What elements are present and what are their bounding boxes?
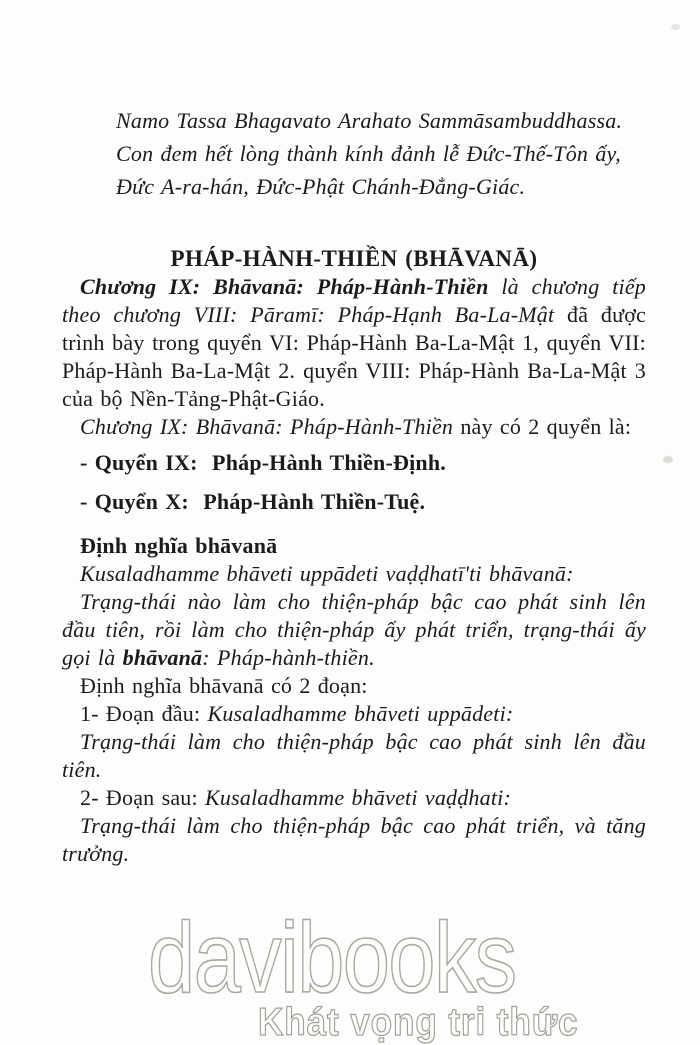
paragraph-part1: 1- Đoạn đầu: Kusaladhamme bhāveti uppādeti: (80, 701, 514, 726)
scan-speck (671, 24, 680, 30)
blessing-line-3: Đức A-ra-hán, Đức-Phật Chánh-Đẳng-Giác. (116, 174, 526, 199)
watermark-brand-text: davibooks (148, 902, 516, 1014)
page-title: PHÁP-HÀNH-THIỀN (BHĀVANĀ) (170, 246, 538, 271)
paragraph-chapter-volumes: Chương IX: Bhāvanā: Pháp-Hành-Thiền này có 2 quyển là: (80, 414, 632, 439)
blessing-line-1: Namo Tassa Bhagavato Arahato Sammāsambuddhassa. (116, 108, 623, 133)
blessing-line-2: Con đem hết lòng thành kính đảnh lễ Đức-Thế-Tôn ấy, (116, 141, 621, 166)
definition-heading: Định nghĩa bhāvanā (80, 533, 278, 558)
scan-speck (663, 456, 673, 463)
paragraph-two-parts: Định nghĩa bhāvanā có 2 đoạn: (80, 673, 368, 698)
paragraph-part1-meaning: Trạng-thái làm cho thiện-pháp bậc cao phát sinh lên đầu tiên. (62, 729, 646, 782)
page-content (62, 0, 646, 868)
paragraph-part2-meaning: Trạng-thái làm cho thiện-pháp bậc cao phát triển, và tăng trưởng. (62, 813, 646, 866)
list-item-quyen-x: - Quyển X: Pháp-Hành Thiền-Tuệ. (80, 489, 426, 514)
watermark-tagline-text: Khát vọng tri thức (258, 1001, 579, 1044)
blessing-verse (116, 104, 646, 203)
list-item-quyen-ix: - Quyển IX: Pháp-Hành Thiền-Định. (80, 450, 446, 475)
paragraph-definition-meaning: Trạng-thái nào làm cho thiện-pháp bậc cao phát sinh lên đầu tiên, rồi làm cho thiện-pháp ấy phát triển, trạng-thái ấy gọi là bhāvanā: Pháp-hành-thiền. (62, 589, 646, 670)
pali-definition-line: Kusaladhamme bhāveti uppādeti vaḍḍhatī'ti bhāvanā: (80, 561, 574, 586)
paragraph-intro: Chương IX: Bhāvanā: Pháp-Hành-Thiền là chương tiếp theo chương VIII: Pāramī: Pháp-Hạnh Ba-La-Mật đã được trình bày trong quyển VI: Pháp-Hành Ba-La-Mật 1, quyển VII: Pháp-Hành Ba-La-Mật 2. quyển VIII: Pháp-Hành Ba-La-Mật 3 của bộ Nền-Tảng-Phật-Giáo. (62, 274, 647, 411)
paragraph-part2: 2- Đoạn sau: Kusaladhamme bhāveti vaḍḍhati: (80, 785, 511, 810)
